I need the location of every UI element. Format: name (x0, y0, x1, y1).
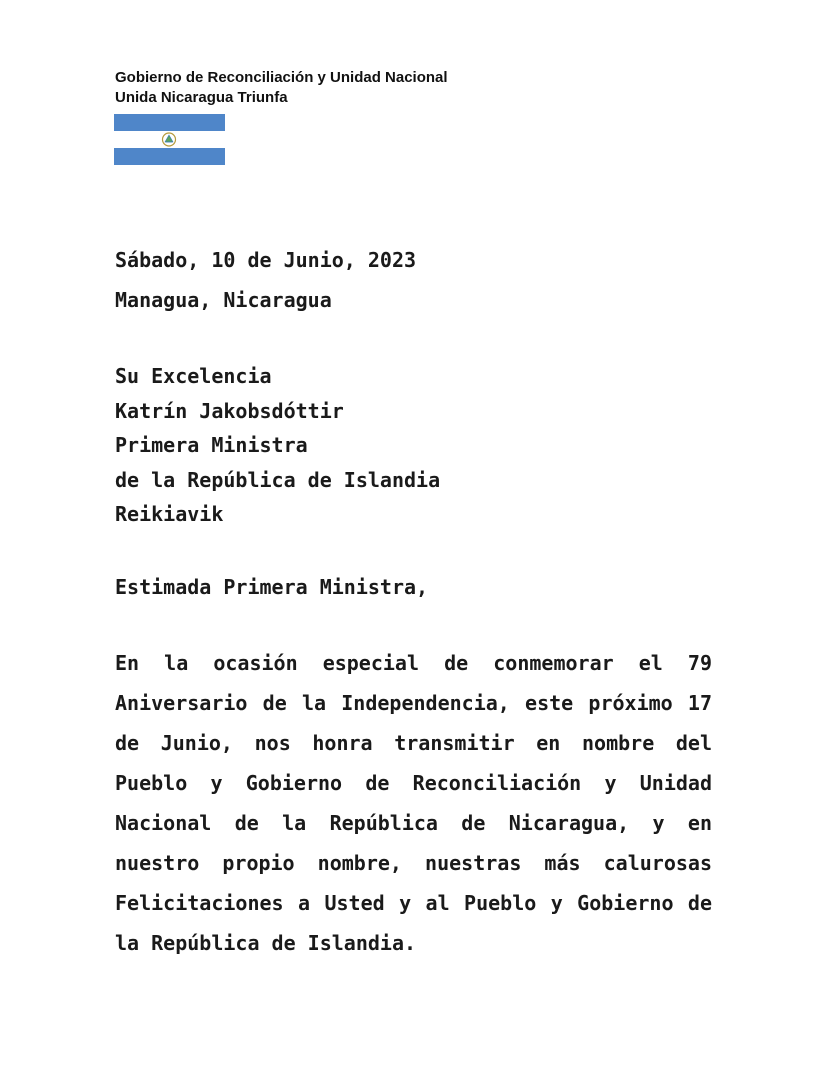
recipient-line: Su Excelencia (115, 364, 272, 388)
letter-place: Managua, Nicaragua (115, 288, 332, 312)
flag-bottom-stripe (114, 148, 225, 165)
recipient-line: de la República de Islandia (115, 467, 441, 492)
flag-middle-stripe (114, 131, 225, 148)
date-block (115, 240, 712, 320)
flag-top-stripe (114, 114, 225, 131)
recipient-line: Primera Ministra (115, 433, 308, 457)
recipient-line: Katrín Jakobsdóttir (115, 398, 344, 423)
recipient-block (115, 359, 712, 532)
letterhead (115, 68, 448, 108)
letter-body-paragraph: En la ocasión especial de conmemorar el 79 Aniversario de la Independencia, este próximo 17 de Junio, nos honra transmitir en nombre del Pueblo y Gobierno de Reconciliación y Unidad Nacional de la República de Nicaragua, y en nuestro propio nombre, nuestras más calurosas Felicitaciones a Usted y al Pueblo y Gobierno de la República de Islandia. (115, 650, 712, 955)
nicaragua-flag-icon (114, 114, 225, 165)
salutation: Estimada Primera Ministra, (115, 574, 429, 599)
letter-content (115, 240, 712, 963)
letterhead-government-name: Gobierno de Reconciliación y Unidad Nacional (115, 69, 448, 86)
coat-of-arms-icon (160, 131, 178, 148)
letterhead-slogan: Unida Nicaragua Triunfa (115, 89, 288, 106)
letter-date: Sábado, 10 de Junio, 2023 (115, 248, 417, 272)
recipient-line: Reikiavik (115, 502, 224, 526)
